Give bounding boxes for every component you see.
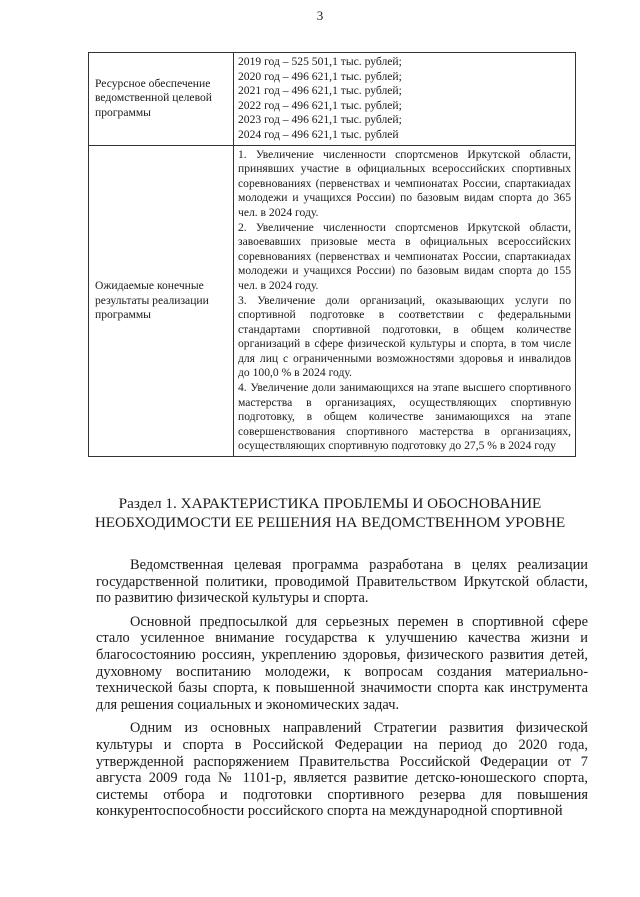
funding-row <box>89 53 576 146</box>
section-heading-line: Раздел 1. ХАРАКТЕРИСТИКА ПРОБЛЕМЫ И ОБОСНОВАНИЕ <box>118 495 542 512</box>
result-item: 2. Увеличение численности спортсменов Иркутской области, завоевавших призовые места в официальных всероссийских соревнованиях (первенствах и чемпионатах России, спартакиадах молодежи и учащихся России) по базовым видам спорта до 155 чел. в 2024 году. <box>238 220 571 292</box>
funding-year-line: 2019 год – 525 501,1 тыс. рублей; <box>238 55 402 68</box>
funding-year-line: 2021 год – 496 621,1 тыс. рублей; <box>238 84 402 98</box>
result-item: 3. Увеличение доли организаций, оказывающих услуги по спортивной подготовке в соответствии с федеральными стандартами спортивной подготовки, в общем количестве организаций в сфере физической культуры и спорта, в том числе для лиц с ограниченными возможностями здоровья и инвалидов до 100,0 % в 2024 году. <box>238 293 571 380</box>
results-values <box>234 145 576 456</box>
results-label: Ожидаемые конечные результаты реализации программы <box>89 145 234 456</box>
funding-year-line: 2023 год – 496 621,1 тыс. рублей; <box>238 113 402 127</box>
section-heading-line: НЕОБХОДИМОСТИ ЕЕ РЕШЕНИЯ НА ВЕДОМСТВЕННОМ УРОВНЕ <box>94 514 566 531</box>
page-number: 3 <box>316 8 324 23</box>
body-paragraph: Основной предпосылкой для серьезных перемен в спортивной сфере стало усиленное внимание государства к улучшению качества жизни и благосостоянию россиян, укреплению здоровья, физического развития детей, духовному воспитанию молодежи, к вопросам создания материально-технической базы спорта, к повышенной значимости спорта как инструмента для решения социальных и экономических задач. <box>96 613 588 713</box>
program-passport-table <box>88 52 576 457</box>
funding-year-line: 2020 год – 496 621,1 тыс. рублей; <box>238 69 402 83</box>
result-item: 1. Увеличение численности спортсменов Иркутской области, принявших участие в официальных всероссийских спортивных соревнованиях (первенствах и чемпионатах России, спартакиадах молодежи и учащихся России) по базовым видам спорта до 365 чел. в 2024 году. <box>238 147 571 219</box>
funding-year-line: 2022 год – 496 621,1 тыс. рублей; <box>238 98 402 112</box>
body-paragraph: Ведомственная целевая программа разработана в целях реализации государственной политики, проводимой Правительством Иркутской области, по развитию физической культуры и спорта. <box>96 557 588 607</box>
section-body <box>96 557 588 827</box>
section-heading <box>70 494 590 532</box>
result-item: 4. Увеличение доли занимающихся на этапе высшего спортивного мастерства в организациях, осуществляющих спортивную подготовку, в общем количестве занимающихся на этапе совершенствования спортивного мастерства в организациях, осуществляющих спортивную подготовку до 27,5 % в 2024 году <box>238 381 571 453</box>
funding-values <box>234 53 576 146</box>
body-paragraph: Одним из основных направлений Стратегии развития физической культуры и спорта в Российской Федерации на период до 2020 года, утвержденной распоряжением Правительства Российской Федерации от 7 августа 2009 года № 1101-р, является развитие детско-юношеского спорта, системы отбора и подготовки спортивного резерва для повышения конкурентоспособности российского спорта на международной спортивной <box>96 720 588 820</box>
funding-year-line: 2024 год – 496 621,1 тыс. рублей <box>238 127 399 141</box>
funding-label: Ресурсное обеспечение ведомственной целевой программы <box>89 53 234 146</box>
results-row <box>89 145 576 456</box>
